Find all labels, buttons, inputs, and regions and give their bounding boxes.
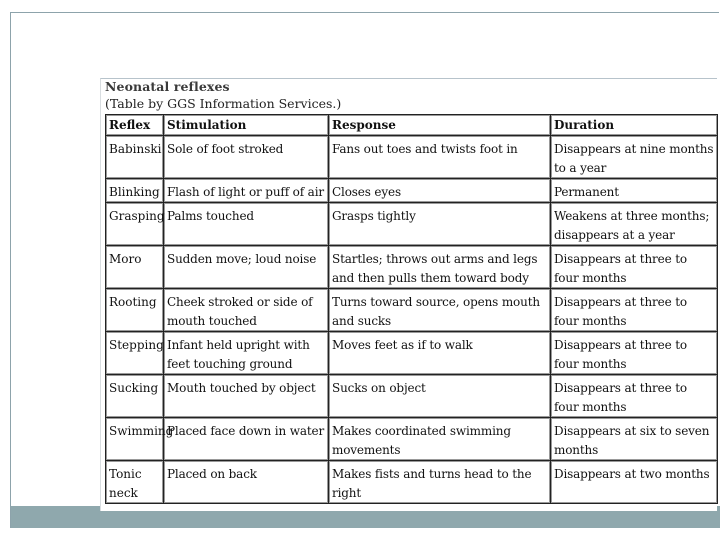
header-stimulation: Stimulation bbox=[164, 115, 329, 136]
cell-stimulation: Sole of foot stroked bbox=[164, 136, 329, 179]
cell-response: Makes fists and turns head to the right bbox=[329, 461, 551, 504]
cell-duration: Weakens at three months; disappears at a year bbox=[551, 203, 718, 246]
cell-reflex: Blinking bbox=[106, 179, 164, 203]
cell-duration: Disappears at three to four months bbox=[551, 289, 718, 332]
table-row bbox=[106, 332, 718, 375]
cell-response: Moves feet as if to walk bbox=[329, 332, 551, 375]
cell-response: Closes eyes bbox=[329, 179, 551, 203]
cell-stimulation: Placed face down in water bbox=[164, 418, 329, 461]
document-credit: (Table by GGS Information Services.) bbox=[105, 96, 342, 111]
cell-reflex: Sucking bbox=[106, 375, 164, 418]
table-header-row bbox=[106, 115, 718, 136]
cell-duration: Disappears at three to four months bbox=[551, 375, 718, 418]
cell-reflex: Babinski bbox=[106, 136, 164, 179]
table-row bbox=[106, 203, 718, 246]
cell-duration: Disappears at three to four months bbox=[551, 246, 718, 289]
header-duration: Duration bbox=[551, 115, 718, 136]
table-row bbox=[106, 289, 718, 332]
cell-duration: Disappears at two months bbox=[551, 461, 718, 504]
table-row bbox=[106, 179, 718, 203]
cell-reflex: Swimming bbox=[106, 418, 164, 461]
header-response: Response bbox=[329, 115, 551, 136]
cell-stimulation: Sudden move; loud noise bbox=[164, 246, 329, 289]
document-image bbox=[100, 78, 717, 511]
table-row bbox=[106, 461, 718, 504]
cell-reflex: Stepping bbox=[106, 332, 164, 375]
document-title: Neonatal reflexes bbox=[105, 79, 230, 94]
cell-response: Turns toward source, opens mouth and sucks bbox=[329, 289, 551, 332]
cell-duration: Disappears at nine months to a year bbox=[551, 136, 718, 179]
cell-response: Fans out toes and twists foot in bbox=[329, 136, 551, 179]
cell-duration: Permanent bbox=[551, 179, 718, 203]
header-reflex: Reflex bbox=[106, 115, 164, 136]
reflex-table bbox=[105, 114, 718, 504]
cell-duration: Disappears at three to four months bbox=[551, 332, 718, 375]
cell-stimulation: Cheek stroked or side of mouth touched bbox=[164, 289, 329, 332]
table-row bbox=[106, 246, 718, 289]
cell-reflex: Grasping bbox=[106, 203, 164, 246]
cell-stimulation: Palms touched bbox=[164, 203, 329, 246]
cell-duration: Disappears at six to seven months bbox=[551, 418, 718, 461]
cell-reflex: Moro bbox=[106, 246, 164, 289]
cell-response: Makes coordinated swimming movements bbox=[329, 418, 551, 461]
cell-stimulation: Mouth touched by object bbox=[164, 375, 329, 418]
cell-response: Grasps tightly bbox=[329, 203, 551, 246]
table-row bbox=[106, 418, 718, 461]
cell-stimulation: Flash of light or puff of air bbox=[164, 179, 329, 203]
cell-reflex: Rooting bbox=[106, 289, 164, 332]
cell-stimulation: Placed on back bbox=[164, 461, 329, 504]
cell-response: Sucks on object bbox=[329, 375, 551, 418]
table-row bbox=[106, 375, 718, 418]
table-row bbox=[106, 136, 718, 179]
cell-reflex: Tonic neck bbox=[106, 461, 164, 504]
cell-stimulation: Infant held upright with feet touching ground bbox=[164, 332, 329, 375]
cell-response: Startles; throws out arms and legs and then pulls them toward body bbox=[329, 246, 551, 289]
